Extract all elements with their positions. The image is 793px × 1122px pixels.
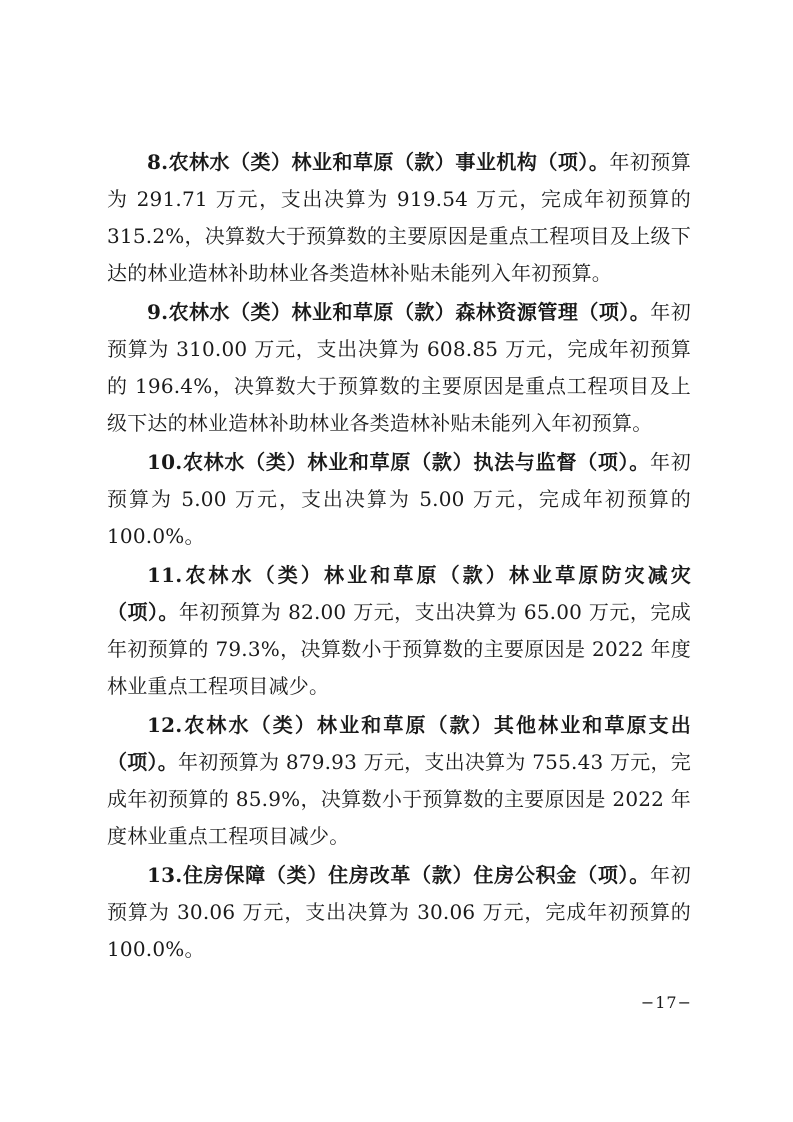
paragraph-item-13 — [107, 857, 691, 968]
paragraph-item-8 — [107, 144, 691, 292]
paragraph-heading: 8.农林水（类）林业和草原（款）事业机构（项）。 — [147, 150, 610, 174]
paragraph-body: 年初预算为 30.06 万元，支出决算为 30.06 万元，完成年初预算的 100.0%。 — [107, 863, 691, 961]
paragraph-item-10 — [107, 444, 691, 555]
paragraph-body: 年初预算为 879.93 万元，支出决算为 755.43 万元，完成年初预算的 85.9%，决算数小于预算数的主要原因是 2022 年度林业重点工程项目减少。 — [107, 750, 691, 848]
paragraph-heading: 9.农林水（类）林业和草原（款）森林资源管理（项）。 — [147, 300, 651, 324]
paragraph-item-11 — [107, 557, 691, 705]
paragraph-heading: 11.农林水（类）林业和草原（款）林业草原防灾减灾（项）。 — [107, 563, 691, 624]
page-number: −17− — [640, 993, 692, 1012]
paragraph-body: 年初预算为 291.71 万元，支出决算为 919.54 万元，完成年初预算的 315.2%，决算数大于预算数的主要原因是重点工程项目及上级下达的林业造林补助林业各类造林补贴未能列入年初预算。 — [107, 150, 691, 285]
paragraph-heading: 13.住房保障（类）住房改革（款）住房公积金（项）。 — [147, 863, 651, 887]
paragraph-heading: 10.农林水（类）林业和草原（款）执法与监督（项）。 — [147, 450, 651, 474]
paragraph-item-12 — [107, 707, 691, 855]
paragraph-item-9 — [107, 294, 691, 442]
paragraph-heading: 12.农林水（类）林业和草原（款）其他林业和草原支出（项）。 — [107, 713, 691, 774]
paragraph-body: 年初预算为 5.00 万元，支出决算为 5.00 万元，完成年初预算的 100.0%。 — [107, 450, 691, 548]
paragraph-body: 年初预算为 82.00 万元，支出决算为 65.00 万元，完成年初预算的 79.3%，决算数小于预算数的主要原因是 2022 年度林业重点工程项目减少。 — [107, 600, 691, 698]
paragraph-body: 年初预算为 310.00 万元，支出决算为 608.85 万元，完成年初预算的 196.4%，决算数大于预算数的主要原因是重点工程项目及上级下达的林业造林补助林业各类造林补贴未能列入年初预算。 — [107, 300, 691, 435]
body-text — [107, 144, 691, 970]
